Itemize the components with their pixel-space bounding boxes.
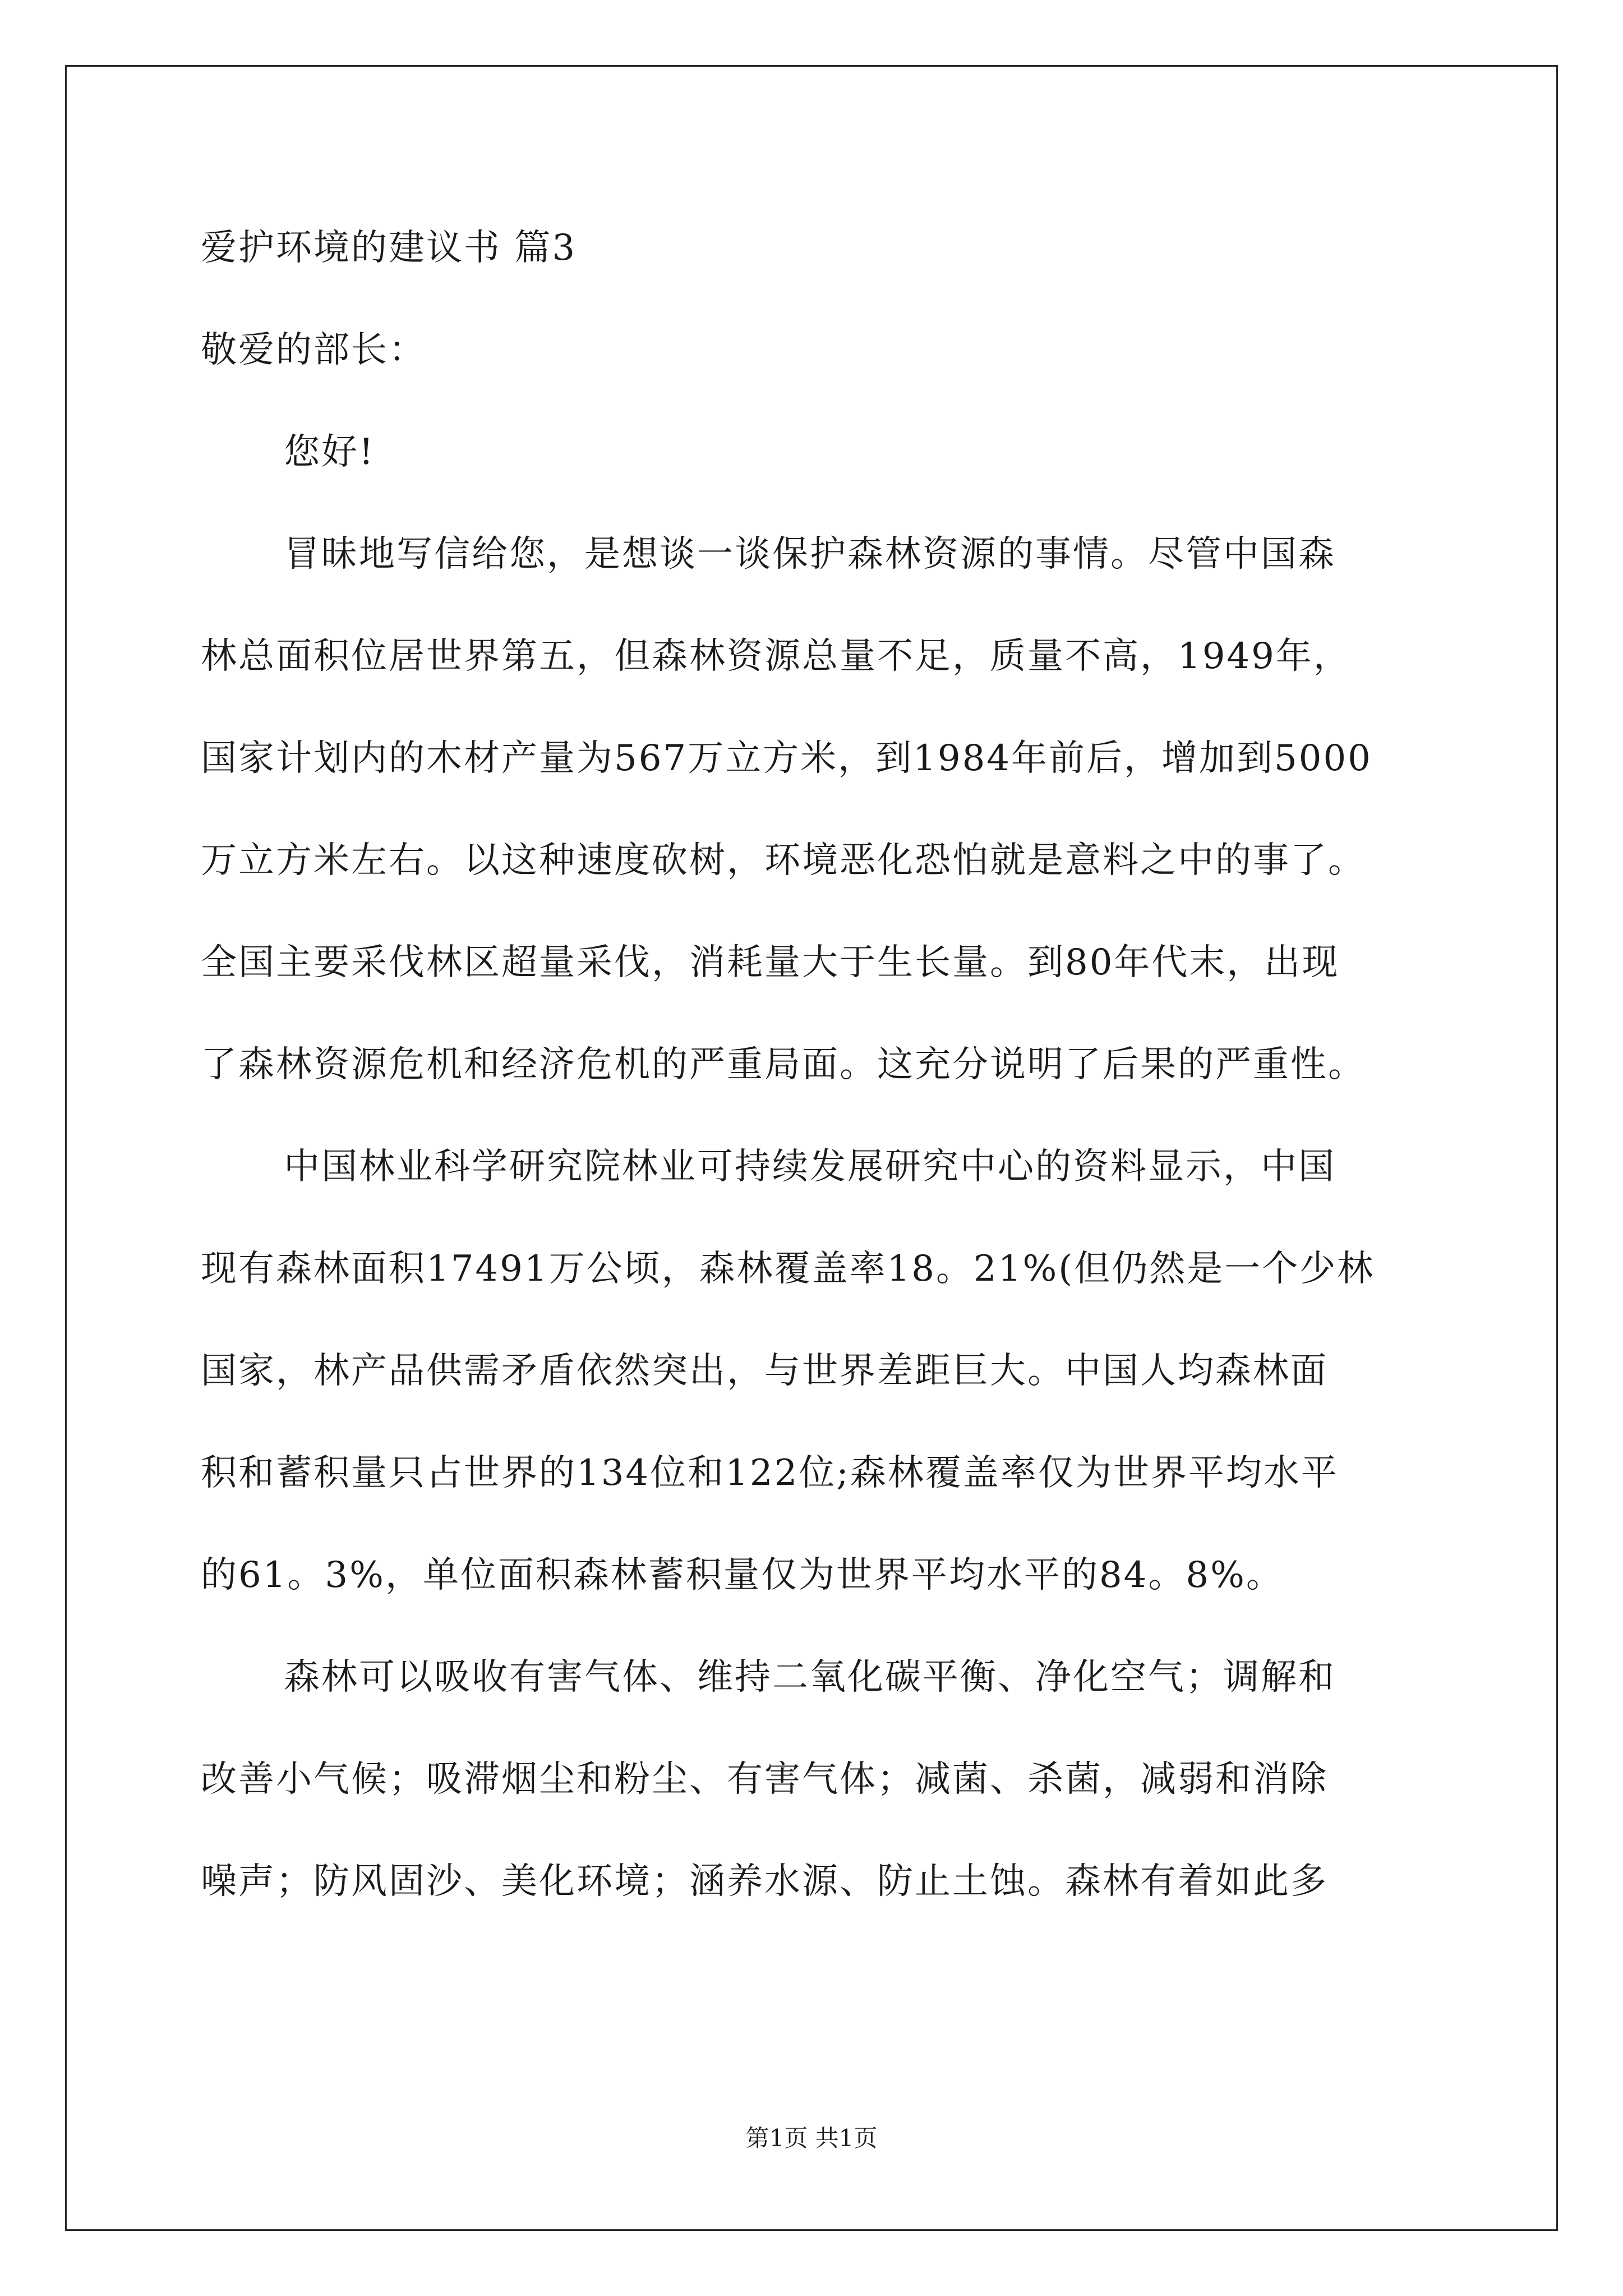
- paragraph-1-line: 万立方米左右。以这种速度砍树，环境恶化恐怕就是意料之中的事了。: [201, 840, 1366, 881]
- document-body: [201, 220, 1440, 1955]
- paragraph-3-line: 改善小气候；吸滞烟尘和粉尘、有害气体；减菌、杀菌，减弱和消除: [201, 1759, 1328, 1800]
- paragraph-2-line: 的61。3%，单位面积森林蓄积量仅为世界平均水平的84。8%。: [201, 1554, 1284, 1596]
- paragraph-2-line: 国家，林产品供需矛盾依然突出，与世界差距巨大。中国人均森林面: [201, 1350, 1328, 1392]
- paragraph-3-line: 森林可以吸收有害气体、维持二氧化碳平衡、净化空气；调解和: [284, 1657, 1336, 1698]
- page-footer: 第1页 共1页: [745, 2124, 878, 2152]
- greeting: 您好!: [284, 431, 375, 473]
- paragraph-1-line: 冒昧地写信给您，是想谈一谈保护森林资源的事情。尽管中国森: [284, 533, 1336, 575]
- paragraph-1-line: 全国主要采伐林区超量采伐，消耗量大于生长量。到80年代末，出现: [201, 942, 1340, 983]
- document-title: 爱护环境的建议书 篇3: [201, 227, 577, 269]
- paragraph-3-line: 噪声；防风固沙、美化环境；涵养水源、防止土蚀。森林有着如此多: [201, 1861, 1328, 1902]
- paragraph-1-line: 了森林资源危机和经济危机的严重局面。这充分说明了后果的严重性。: [201, 1044, 1366, 1085]
- paragraph-2-line: 现有森林面积17491万公顷，森林覆盖率18。21%(但仍然是一个少林: [201, 1248, 1375, 1290]
- salutation: 敬爱的部长：: [201, 329, 426, 371]
- paragraph-1-line: 林总面积位居世界第五，但森林资源总量不足，质量不高，1949年，: [201, 636, 1351, 677]
- paragraph-2-line: 中国林业科学研究院林业可持续发展研究中心的资料显示，中国: [284, 1146, 1336, 1188]
- paragraph-2-line: 积和蓄积量只占世界的134位和122位;森林覆盖率仅为世界平均水平: [201, 1452, 1339, 1494]
- paragraph-1-line: 国家计划内的木材产量为567万立方米，到1984年前后，增加到5000: [201, 738, 1372, 779]
